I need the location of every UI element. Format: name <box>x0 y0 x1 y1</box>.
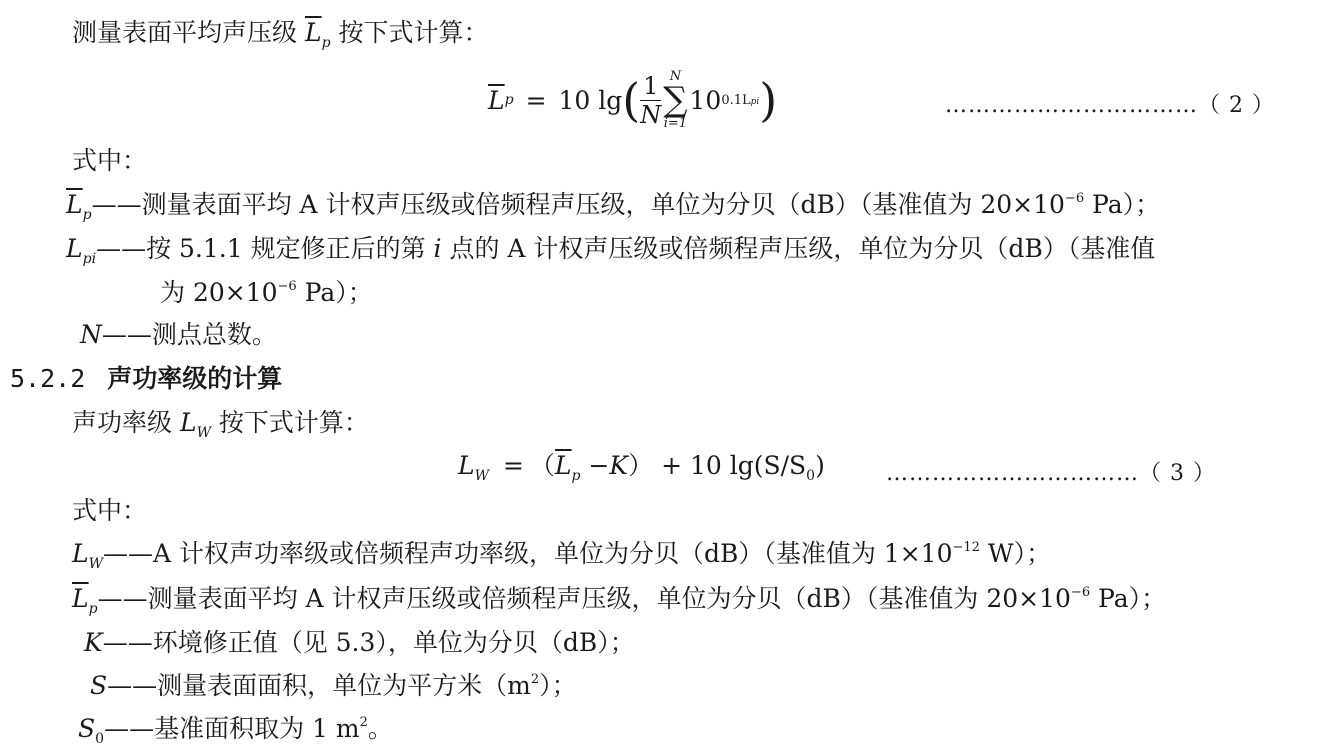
eq2-equals: = <box>525 85 547 115</box>
def3-text: ——测点总数。 <box>101 320 277 349</box>
section-heading <box>10 366 282 391</box>
eq3-term: 10 lg(S/S <box>689 451 807 480</box>
def2-text2: 点的 A 计权声压级或倍频程声压级，单位为分贝（dB）（基准值 <box>449 234 1156 263</box>
def5-sub: p <box>88 601 98 617</box>
eq2-sigma: ∑ <box>663 80 688 120</box>
equation-3 <box>458 453 825 483</box>
intro-tail: 按下式计算： <box>338 18 489 47</box>
eq2-rparen: ) <box>759 73 778 127</box>
intro2-text: 声功率级 <box>72 408 173 437</box>
def2-text: ——按 5.1.1 规定修正后的第 <box>96 234 426 263</box>
eq3-term-end: ) <box>815 451 825 480</box>
def-Lp-bar <box>66 192 1160 222</box>
eq3-lhs: L <box>458 451 475 480</box>
eq2-lhs: $\overline{L}$ <box>488 85 505 115</box>
def2-cont: 为 20×10 <box>160 278 278 307</box>
eq3-lhs-sub: W <box>474 468 489 484</box>
def6-text: ——环境修正值（见 5.3），单位为分贝（dB）； <box>102 628 635 657</box>
eq3-term-sub: 0 <box>806 468 816 484</box>
def5-exp: −6 <box>1070 585 1091 600</box>
eq2-leader <box>945 88 1275 119</box>
where-label-2: 式中： <box>72 496 148 525</box>
def-LW <box>72 541 1051 571</box>
def7-text: ——测量表面面积，单位为平方米（m <box>107 671 531 700</box>
def5-unit: Pa）； <box>1090 584 1167 613</box>
eq3-leader <box>886 456 1216 487</box>
intro-line-1 <box>72 20 489 50</box>
def2-ivar: i <box>433 234 442 263</box>
eq2-summation <box>663 70 687 130</box>
def1-unit: Pa）； <box>1084 190 1161 219</box>
eq3-lp: $\overline{L}$ <box>554 451 572 480</box>
def5-symbol: $\overline{L}$ <box>72 584 89 613</box>
intro-text: 测量表面平均声压级 <box>72 18 298 47</box>
intro-line-2 <box>72 410 369 440</box>
def1-exp: −6 <box>1064 191 1085 206</box>
where-label-1: 式中： <box>72 146 148 175</box>
def2-sub: pi <box>82 251 97 267</box>
eq2-dots: …………………………… <box>945 93 1198 118</box>
eq3-close: ） <box>628 451 654 480</box>
def8-text: ——基准面积取为 1 m <box>104 714 360 743</box>
eq2-exp-text: 0.1L <box>721 92 751 108</box>
def8-sub: 0 <box>95 731 105 747</box>
section-number: 5.2.2 <box>10 364 86 393</box>
def7-exp: 2 <box>530 672 540 687</box>
def8-unit: 。 <box>367 714 393 743</box>
eq2-sum-bottom: i=1 <box>663 116 688 131</box>
eq2-sum-top: N <box>669 69 682 84</box>
section-title: 声功率级的计算 <box>107 364 283 393</box>
def5-text: ——测量表面平均 A 计权声压级或倍频程声压级，单位为分贝（dB）（基准值为 20×10 <box>97 584 1071 613</box>
def2-exp: −6 <box>277 279 297 294</box>
def2-symbol: L <box>66 234 83 263</box>
symbol-Lp-bar: $\overline{L}$ <box>304 18 322 47</box>
def7-symbol: S <box>90 671 108 700</box>
def4-sub: W <box>88 556 103 572</box>
eq2-frac-num: 1 <box>640 74 661 101</box>
def1-sub: p <box>82 207 92 223</box>
eq3-dots: …………………………… <box>886 461 1139 486</box>
def8-symbol: S <box>78 714 96 743</box>
def2-unit: Pa）； <box>296 278 373 307</box>
eq3-k: K <box>609 451 629 480</box>
equation-2 <box>488 62 777 138</box>
intro2-sub: W <box>196 425 211 441</box>
eq3-lp-sub: p <box>571 468 581 484</box>
eq2-fraction <box>640 71 662 129</box>
eq2-coef: 10 lg <box>558 85 623 115</box>
eq3-equals: = <box>502 451 524 480</box>
def-Lpi <box>66 236 1155 266</box>
eq2-exp-sub: pi <box>750 96 760 107</box>
def-N <box>80 322 277 347</box>
eq2-lparen: ( <box>622 73 641 127</box>
def4-text: ——A 计权声功率级或倍频程声功率级，单位为分贝（dB）（基准值为 1×10 <box>103 539 953 568</box>
eq3-open: （ <box>529 451 555 480</box>
eq2-exponent <box>721 94 759 107</box>
def1-symbol: $\overline{L}$ <box>66 190 83 219</box>
eq2-number: （ 2 ） <box>1198 93 1275 118</box>
def6-symbol: K <box>84 628 103 657</box>
def3-symbol: N <box>80 320 102 349</box>
def-Lpi-continued <box>160 280 373 305</box>
eq2-frac-den: N <box>640 100 662 129</box>
intro2-symbol: L <box>179 408 197 437</box>
def4-unit: W）； <box>979 539 1052 568</box>
def-K <box>84 630 635 655</box>
def7-unit: ）； <box>539 671 577 700</box>
def8-exp: 2 <box>359 715 368 730</box>
def1-text: ——测量表面平均 A 计权声压级或倍频程声压级，单位为分贝（dB）（基准值为 20×10 <box>91 190 1065 219</box>
eq2-lhs-sub: p <box>504 92 514 108</box>
def4-symbol: L <box>72 539 89 568</box>
eq3-number: （ 3 ） <box>1139 461 1216 486</box>
def-S0 <box>78 716 393 746</box>
eq2-base: 10 <box>689 85 722 115</box>
symbol-sub: p <box>321 35 331 51</box>
eq3-plus: + <box>661 451 683 480</box>
eq3-minus: − <box>588 451 610 480</box>
def-S <box>90 673 577 698</box>
def-Lp-bar-2 <box>72 586 1166 616</box>
intro2-tail: 按下式计算： <box>218 408 369 437</box>
def4-exp: −12 <box>952 540 980 555</box>
